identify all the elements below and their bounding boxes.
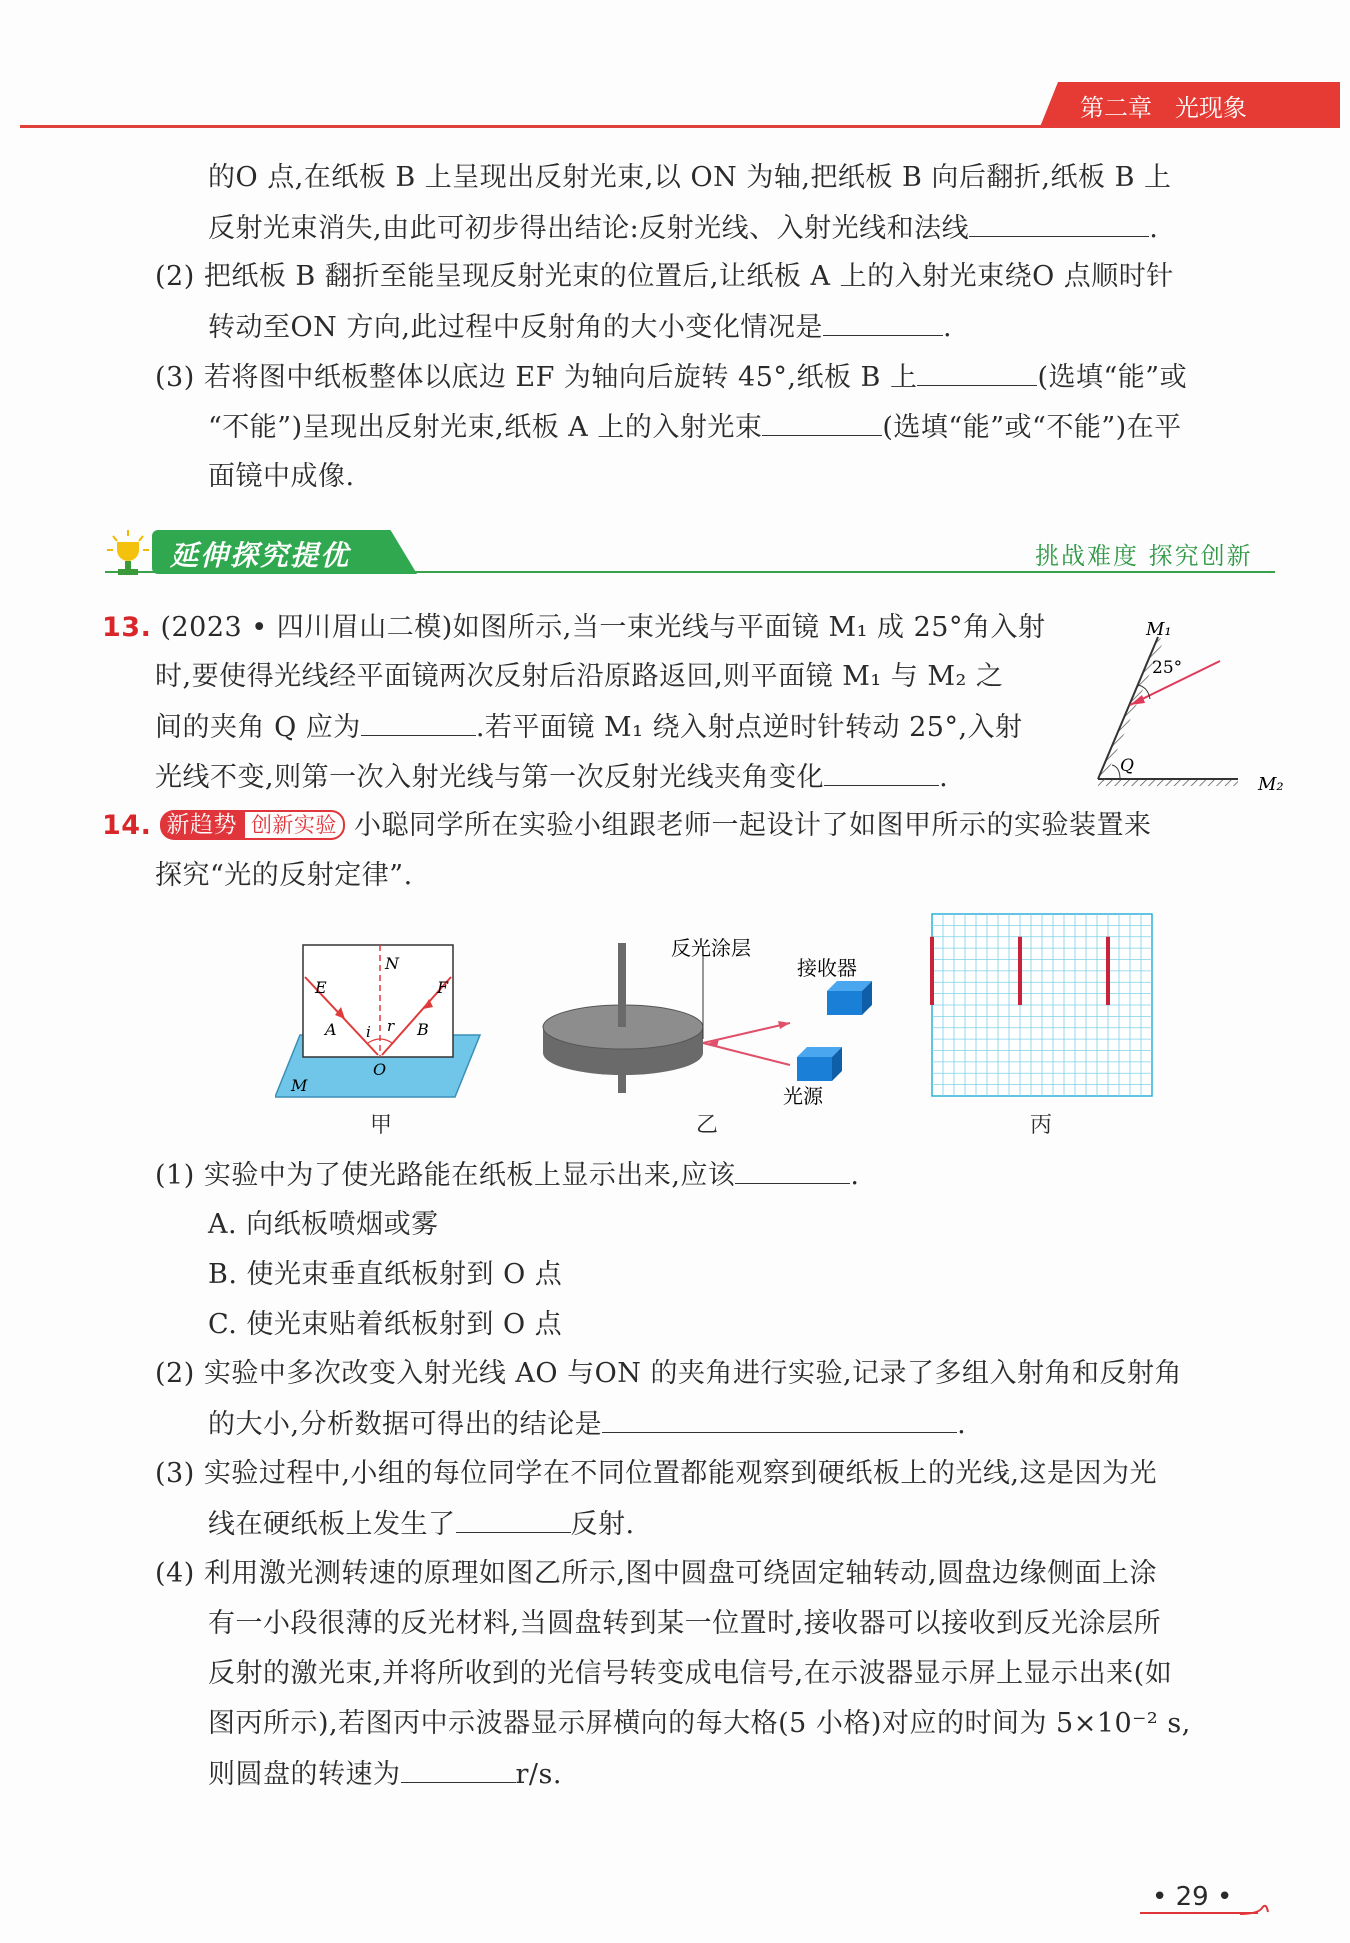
board-a-label: A <box>325 1020 337 1039</box>
q13-figure <box>1090 615 1290 795</box>
answer-blank[interactable] <box>602 1406 957 1433</box>
cont-part3-line-1: (3) 若将图中纸板整体以底边 EF 为轴向后旋转 45°,纸板 B 上 (选填“能”或 <box>155 359 1187 396</box>
q14-part3-line-1: (3) 实验过程中,小组的每位同学在不同位置都能观察到硬纸板上的光线,这是因为光 <box>155 1458 1157 1489</box>
q14-part2-line-2: 的大小,分析数据可得出的结论是 . <box>208 1406 966 1443</box>
cont-part2-line-1: (2) 把纸板 B 翻折至能呈现反射光束的位置后,让纸板 A 上的入射光束绕O 点顺时针 <box>155 261 1174 292</box>
board-b-label: B <box>417 1020 429 1039</box>
trophy-icon <box>105 528 151 580</box>
answer-blank[interactable] <box>823 309 943 336</box>
cont-part2-line-2: 转动至ON 方向,此过程中反射角的大小变化情况是 . <box>208 309 952 346</box>
q13-line-2: 时,要使得光线经平面镜两次反射后沿原路返回,则平面镜 M₁ 与 M₂ 之 <box>155 661 1004 692</box>
angle-label: 25° <box>1152 658 1183 678</box>
q14-line-2: 探究“光的反射定律”. <box>155 860 413 891</box>
q14-part1: (1) 实验中为了使光路能在纸板上显示出来,应该 . <box>155 1157 860 1194</box>
page-swoosh-icon <box>1240 1902 1270 1922</box>
question-number: 13. <box>102 612 152 643</box>
figure-yi-caption: 乙 <box>696 1113 719 1138</box>
q14-part4-line-2: 有一小段很薄的反光材料,当圆盘转到某一位置时,接收器可以接收到反光涂层所 <box>208 1608 1162 1639</box>
answer-blank[interactable] <box>361 709 476 736</box>
signal-pulse <box>1018 937 1022 1005</box>
answer-blank[interactable] <box>824 759 939 786</box>
mirror-m-label: M <box>291 1076 308 1095</box>
angle-q-label: Q <box>1120 756 1134 776</box>
q13-line-1: 13. (2023 • 四川眉山二模)如图所示,当一束光线与平面镜 M₁ 成 25°角入射 <box>102 612 1046 643</box>
normal-n-label: N <box>385 954 399 973</box>
q14-part3-line-2: 线在硬纸板上发生了 反射. <box>208 1506 635 1543</box>
figure-yi <box>535 935 880 1105</box>
q13-line-4: 光线不变,则第一次入射光线与第一次反射光线夹角变化 . <box>155 759 948 796</box>
q14-option-c: C. 使光束贴着纸板射到 O 点 <box>208 1309 563 1340</box>
figure-bing-caption: 丙 <box>1030 1113 1053 1138</box>
q14-option-b: B. 使光束垂直纸板射到 O 点 <box>208 1259 563 1290</box>
answer-blank[interactable] <box>456 1506 571 1533</box>
chapter-label: 第二章 光现象 <box>1080 94 1247 122</box>
answer-blank[interactable] <box>735 1157 850 1184</box>
answer-blank[interactable] <box>917 359 1037 386</box>
q13-line-3: 间的夹角 Q 应为 .若平面镜 M₁ 绕入射点逆时针转动 25°,入射 <box>155 709 1023 746</box>
point-e-label: E <box>315 978 327 997</box>
cont-part3-line-3: 面镜中成像. <box>208 461 355 492</box>
page-number: • 29 • <box>1152 1882 1233 1912</box>
angle-r-label: r <box>387 1017 395 1035</box>
q14-part4-line-3: 反射的激光束,并将所收到的光信号转变成电信号,在示波器显示屏上显示出来(如 <box>208 1658 1173 1689</box>
section-subtitle: 挑战难度 探究创新 <box>1035 542 1253 570</box>
point-o-label: O <box>373 1060 387 1079</box>
figure-bing <box>930 912 1155 1100</box>
figure-jia <box>275 935 490 1105</box>
answer-blank[interactable] <box>401 1756 516 1783</box>
answer-blank[interactable] <box>969 210 1149 237</box>
q14-line-1: 14. 新趋势 创新实验 小聪同学所在实验小组跟老师一起设计了如图甲所示的实验装置来 <box>102 810 1152 841</box>
q14-option-a: A. 向纸板喷烟或雾 <box>208 1209 439 1240</box>
q14-part4-line-1: (4) 利用激光测转速的原理如图乙所示,图中圆盘可绕固定轴转动,圆盘边缘侧面上涂 <box>155 1558 1157 1589</box>
question-number: 14. <box>102 810 152 841</box>
mirror-m1-label: M₁ <box>1146 619 1172 640</box>
q14-part2-line-1: (2) 实验中多次改变入射光线 AO 与ON 的夹角进行实验,记录了多组入射角和反射角 <box>155 1358 1183 1389</box>
figure-jia-caption: 甲 <box>370 1113 393 1138</box>
point-f-label: F <box>437 978 449 997</box>
cont-line-1: 的O 点,在纸板 B 上呈现出反射光束,以 ON 为轴,把纸板 B 向后翻折,纸板 B 上 <box>208 162 1172 193</box>
section-title: 延伸探究提优 <box>170 539 351 572</box>
cont-part3-line-2: “不能”)呈现出反射光束,纸板 A 上的入射光束 (选填“能”或“不能”)在平 <box>208 409 1182 446</box>
signal-pulse <box>930 937 934 1005</box>
answer-blank[interactable] <box>762 409 882 436</box>
q14-part4-line-4: 图丙所示),若图丙中示波器显示屏横向的每大格(5 小格)对应的时间为 5×10⁻² s, <box>208 1708 1191 1739</box>
signal-pulse <box>1106 937 1110 1005</box>
trend-badge: 新趋势 <box>160 810 243 840</box>
coating-label: 反光涂层 <box>671 936 751 960</box>
angle-i-label: i <box>366 1023 371 1041</box>
mirror-m2-label: M₂ <box>1258 774 1284 795</box>
source-label: 光源 <box>783 1084 823 1105</box>
receiver-label: 接收器 <box>797 956 857 980</box>
innovation-badge: 创新实验 <box>243 810 345 840</box>
cont-line-2: 反射光束消失,由此可初步得出结论:反射光线、入射光线和法线 . <box>208 210 1158 247</box>
q14-part4-line-5: 则圆盘的转速为 r/s. <box>208 1756 562 1793</box>
